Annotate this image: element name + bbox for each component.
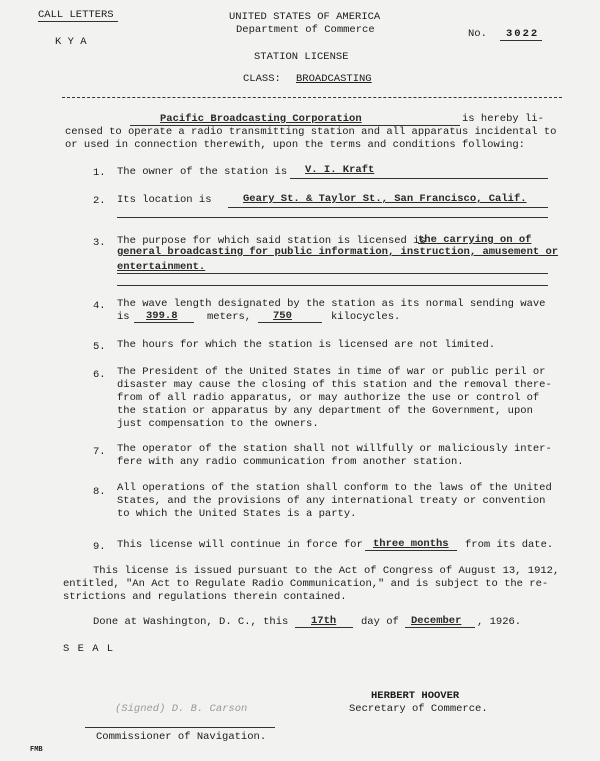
license-title: STATION LICENSE — [254, 51, 349, 63]
typist-initials: FMB — [30, 746, 43, 754]
term-7-line2: fere with any radio communication from another station. — [117, 456, 464, 468]
term-6-line3: from of all radio apparatus, or may authorize the use or control of — [117, 392, 540, 404]
day-underline — [295, 627, 353, 628]
term-8-line3: to which the United States is a party. — [117, 508, 357, 520]
number-underline — [500, 40, 542, 41]
commissioner-signature-line — [85, 727, 275, 728]
purpose-line-a: the carrying on of — [418, 234, 532, 246]
term-9-text: This license will continue in force for — [117, 539, 363, 551]
call-letters: K Y A — [55, 36, 87, 48]
term-5-text: The hours for which the station is licensed are not limited. — [117, 339, 496, 351]
act-line2: entitled, "An Act to Regulate Radio Communication," and is subject to the re- — [63, 578, 549, 590]
term-8-line2: States, and the provisions of any international treaty or convention — [117, 495, 546, 507]
signed-by: (Signed) D. B. Carson — [115, 703, 248, 715]
term-6-number: 6. — [93, 369, 106, 381]
month-underline — [405, 627, 475, 628]
meters-label: meters, — [207, 311, 252, 323]
term-4-text: The wave length designated by the station as its normal sending wave — [117, 298, 546, 310]
purpose-line-b: general broadcasting for public information, instruction, amusement or — [117, 246, 559, 258]
signer-title: Secretary of Commerce. — [349, 703, 488, 715]
term-7-line1: The operator of the station shall not willfully or maliciously inter- — [117, 443, 552, 455]
licensee-name: Pacific Broadcasting Corporation — [160, 113, 362, 125]
kilocycles-label: kilocycles. — [331, 311, 401, 323]
intro-line1-end: is hereby li- — [462, 113, 544, 125]
term-6-line4: the station or apparatus by any department of the Government, upon — [117, 405, 533, 417]
term-3-text: The purpose for which said station is licensed is — [117, 235, 426, 247]
term-1-number: 1. — [93, 167, 106, 179]
call-letters-underline — [38, 21, 118, 22]
term-2-number: 2. — [93, 195, 106, 207]
wave-meters: 399.8 — [146, 310, 178, 322]
header-divider — [62, 97, 562, 98]
department: Department of Commerce — [236, 24, 375, 36]
license-duration: three months — [373, 538, 449, 550]
kilocycles-underline — [258, 322, 322, 323]
owner-name: V. I. Kraft — [305, 164, 375, 176]
act-line1: This license is issued pursuant to the Act of Congress of August 13, 1912, — [93, 565, 560, 577]
class-value: BROADCASTING — [296, 73, 372, 85]
term-4-number: 4. — [93, 300, 106, 312]
term-3-number: 3. — [93, 237, 106, 249]
done-month: December — [411, 615, 462, 627]
term-8-number: 8. — [93, 486, 106, 498]
meters-underline — [134, 322, 194, 323]
location-underline — [228, 207, 548, 208]
location-underline-2 — [117, 217, 548, 218]
document-title: UNITED STATES OF AMERICA — [229, 11, 381, 23]
done-mid: day of — [361, 616, 399, 628]
number-label: No. — [468, 28, 487, 40]
call-letters-label: CALL LETTERS — [38, 9, 114, 21]
term-5-number: 5. — [93, 341, 106, 353]
term-9-number: 9. — [93, 541, 106, 553]
duration-underline — [365, 550, 457, 551]
purpose-underline — [117, 273, 548, 274]
license-number: 3022 — [506, 28, 540, 40]
term-7-number: 7. — [93, 446, 106, 458]
signer-name: HERBERT HOOVER — [371, 690, 460, 702]
term-4-is: is — [117, 311, 130, 323]
term-6-line1: The President of the United States in time of war or public peril or — [117, 366, 546, 378]
done-day: 17th — [311, 615, 337, 627]
owner-underline — [290, 178, 548, 179]
term-9-end: from its date. — [465, 539, 554, 551]
class-label: CLASS: — [243, 73, 281, 85]
term-1-text: The owner of the station is — [117, 166, 288, 178]
intro-line3: or used in connection therewith, upon the terms and conditions following: — [65, 139, 525, 151]
station-location: Geary St. & Taylor St., San Francisco, Calif. — [243, 193, 527, 205]
commissioner-title: Commissioner of Navigation. — [96, 731, 267, 743]
term-8-line1: All operations of the station shall conform to the laws of the United — [117, 482, 552, 494]
purpose-underline-2 — [117, 285, 548, 286]
wave-kilocycles: 750 — [273, 310, 292, 322]
done-prefix: Done at Washington, D. C., this — [93, 616, 289, 628]
act-line3: strictions and regulations therein contained. — [63, 591, 347, 603]
done-year: , 1926. — [477, 616, 522, 628]
purpose-line-c: entertainment. — [117, 261, 206, 273]
term-6-line2: disaster may cause the closing of this station and the removal there- — [117, 379, 552, 391]
term-2-text: Its location is — [117, 194, 212, 206]
term-6-line5: just compensation to the owners. — [117, 418, 319, 430]
intro-line2: censed to operate a radio transmitting station and all apparatus incidental to — [65, 126, 557, 138]
seal-label: S E A L — [63, 643, 115, 655]
